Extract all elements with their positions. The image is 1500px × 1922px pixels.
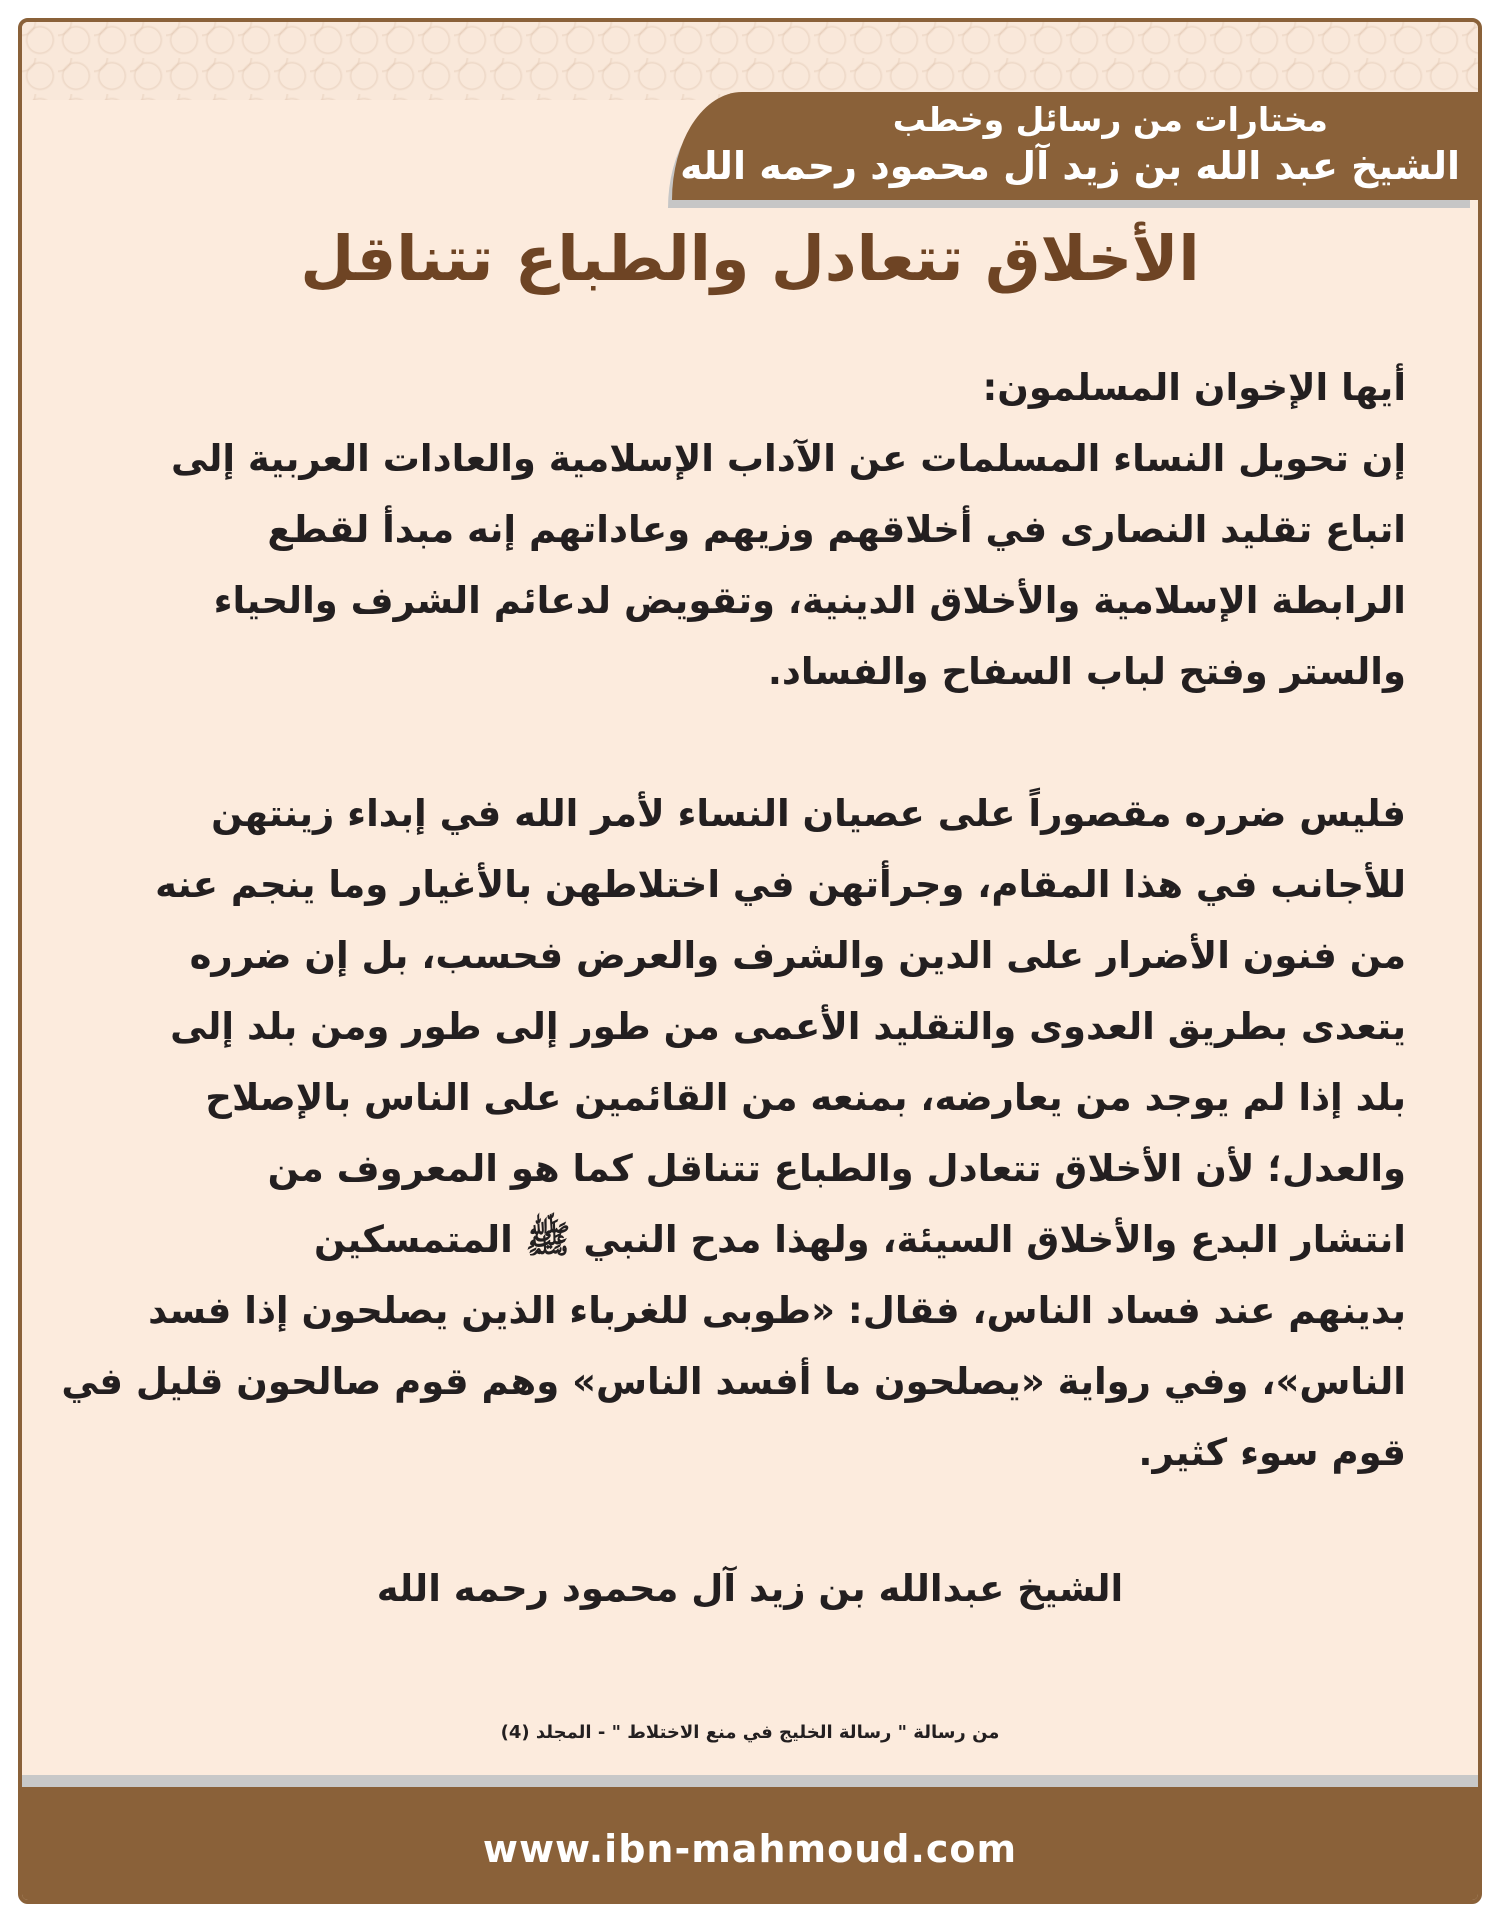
header-banner	[672, 92, 1478, 200]
body-line: بدينهم عند فساد الناس، فقال: «طوبى للغرباء الذين يصلحون إذا فسد	[148, 1289, 1406, 1332]
source-citation: من رسالة " رسالة الخليج في منع الاختلاط " - المجلد (4)	[500, 1722, 1000, 1743]
author-signature: الشيخ عبدالله بن زيد آل محمود رحمه الله	[376, 1567, 1124, 1610]
body-line: الرابطة الإسلامية والأخلاق الدينية، وتقويض لدعائم الشرف والحياء	[213, 579, 1406, 622]
body-line: إن تحويل النساء المسلمات عن الآداب الإسلامية والعادات العربية إلى	[171, 437, 1406, 480]
body-line: بلد إذا لم يوجد من يعارضه، بمنعه من القائمين على الناس بالإصلاح	[205, 1076, 1406, 1119]
body-line: أيها الإخوان المسلمون:	[982, 366, 1406, 409]
body-line: والستر وفتح لباب السفاح والفساد.	[767, 650, 1406, 693]
body-line: الناس»، وفي رواية «يصلحون ما أفسد الناس» وهم قوم صالحون قليل في	[61, 1360, 1406, 1403]
body-line: للأجانب في هذا المقام، وجرأتهن في اختلاطهن بالأغيار وما ينجم عنه	[155, 863, 1406, 906]
article-title: الأخلاق تتعادل والطباع تتناقل	[300, 222, 1200, 295]
body-line: يتعدى بطريق العدوى والتقليد الأعمى من طور إلى طور ومن بلد إلى	[170, 1005, 1406, 1048]
body-line: والعدل؛ لأن الأخلاق تتعادل والطباع تتناقل كما هو المعروف من	[267, 1147, 1406, 1190]
footer-bar	[22, 1787, 1478, 1904]
body-line: قوم سوء كثير.	[1138, 1431, 1406, 1474]
body-line: انتشار البدع والأخلاق السيئة، ولهذا مدح النبي ﷺ المتمسكين	[314, 1218, 1406, 1261]
body-line: من فنون الأضرار على الدين والشرف والعرض فحسب، بل إن ضرره	[189, 934, 1406, 977]
decorative-pattern	[22, 22, 1478, 100]
page-frame	[18, 18, 1482, 1904]
header-series-title: مختارات من رسائل وخطب	[892, 100, 1328, 139]
header-author: الشيخ عبد الله بن زيد آل محمود رحمه الله	[680, 144, 1460, 188]
website-link[interactable]: www.ibn-mahmoud.com	[482, 1827, 1018, 1871]
body-line: اتباع تقليد النصارى في أخلاقهم وزيهم وعاداتهم إنه مبدأ لقطع	[267, 508, 1406, 551]
paragraph-gap	[126, 707, 1406, 778]
article-body	[61, 352, 1406, 1488]
body-line: فليس ضرره مقصوراً على عصيان النساء لأمر الله في إبداء زينتهن	[211, 792, 1406, 835]
